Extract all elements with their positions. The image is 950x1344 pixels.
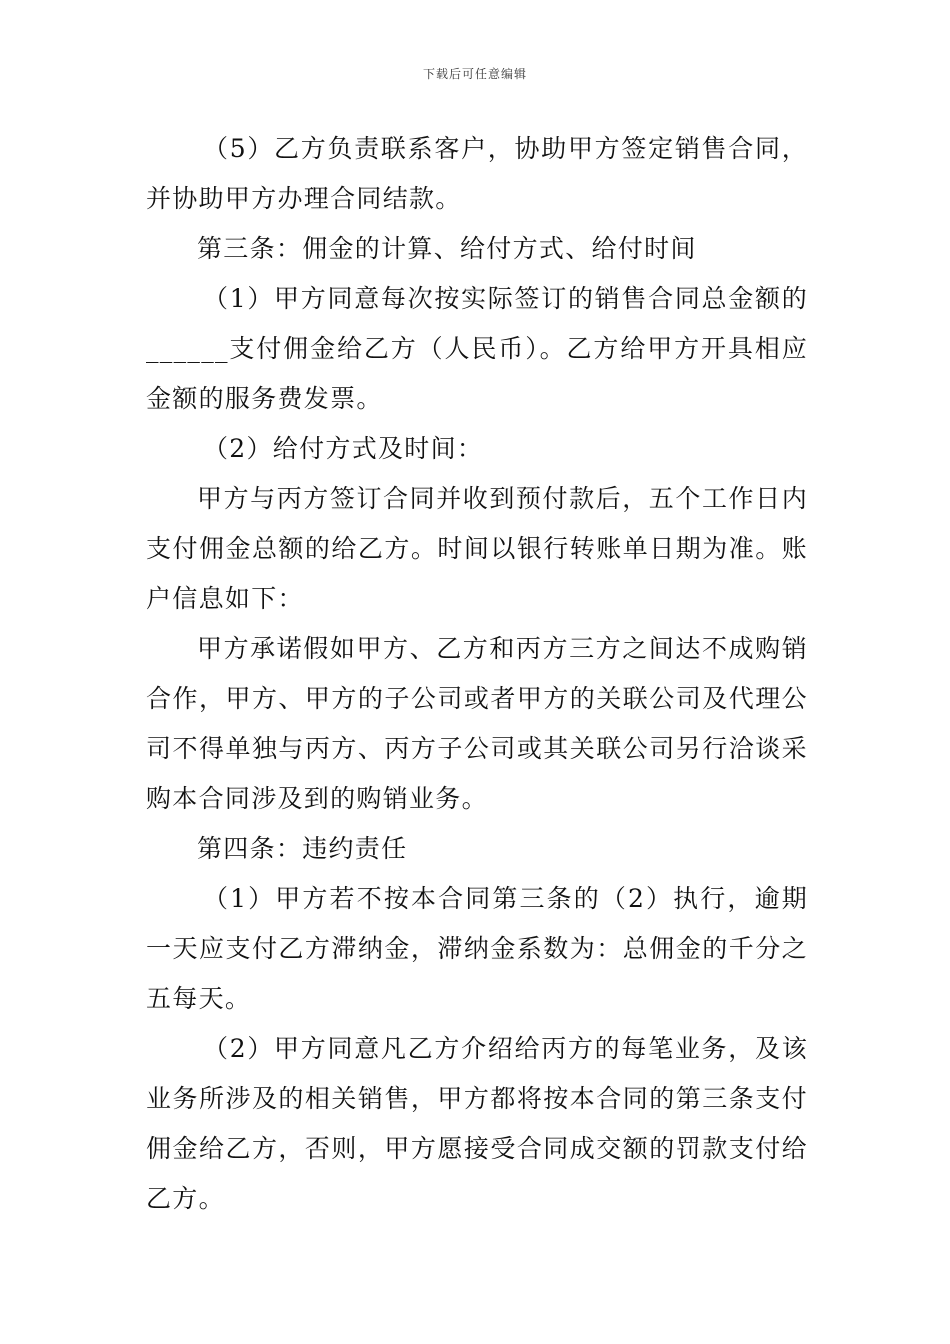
- paragraph-commitment: 甲方承诺假如甲方、乙方和丙方三方之间达不成购销合作，甲方、甲方的子公司或者甲方的关联公司及代理公司不得单独与丙方、丙方子公司或其关联公司另行洽谈采购本合同涉及到的购销业务。: [146, 634, 808, 813]
- paragraph-clause-4-1: （1）甲方若不按本合同第三条的（2）执行，逾期一天应支付乙方滞纳金，滞纳金系数为：总佣金的千分之五每天。: [146, 884, 808, 1013]
- page-header-note: 下载后可任意编辑: [422, 67, 527, 81]
- paragraph-clause-2-5: （5）乙方负责联系客户，协助甲方签定销售合同，并协助甲方办理合同结款。: [146, 134, 808, 213]
- section-heading-article-3: 第三条：佣金的计算、给付方式、给付时间: [197, 234, 697, 263]
- paragraph-clause-4-2: （2）甲方同意凡乙方介绍给丙方的每笔业务，及该业务所涉及的相关销售，甲方都将按本合同的第三条支付佣金给乙方，否则，甲方愿接受合同成交额的罚款支付给乙方。: [146, 1034, 808, 1213]
- paragraph-payment-terms: 甲方与丙方签订合同并收到预付款后，五个工作日内支付佣金总额的给乙方。时间以银行转账单日期为准。账户信息如下：: [146, 484, 808, 613]
- paragraph-clause-3-2: （2）给付方式及时间：: [203, 434, 484, 463]
- section-heading-article-4: 第四条：违约责任: [197, 834, 408, 863]
- document-body: [146, 124, 808, 1224]
- paragraph-clause-3-1: （1）甲方同意每次按实际签订的销售合同总金额的______支付佣金给乙方（人民币）。乙方给甲方开具相应金额的服务费发票。: [146, 284, 808, 413]
